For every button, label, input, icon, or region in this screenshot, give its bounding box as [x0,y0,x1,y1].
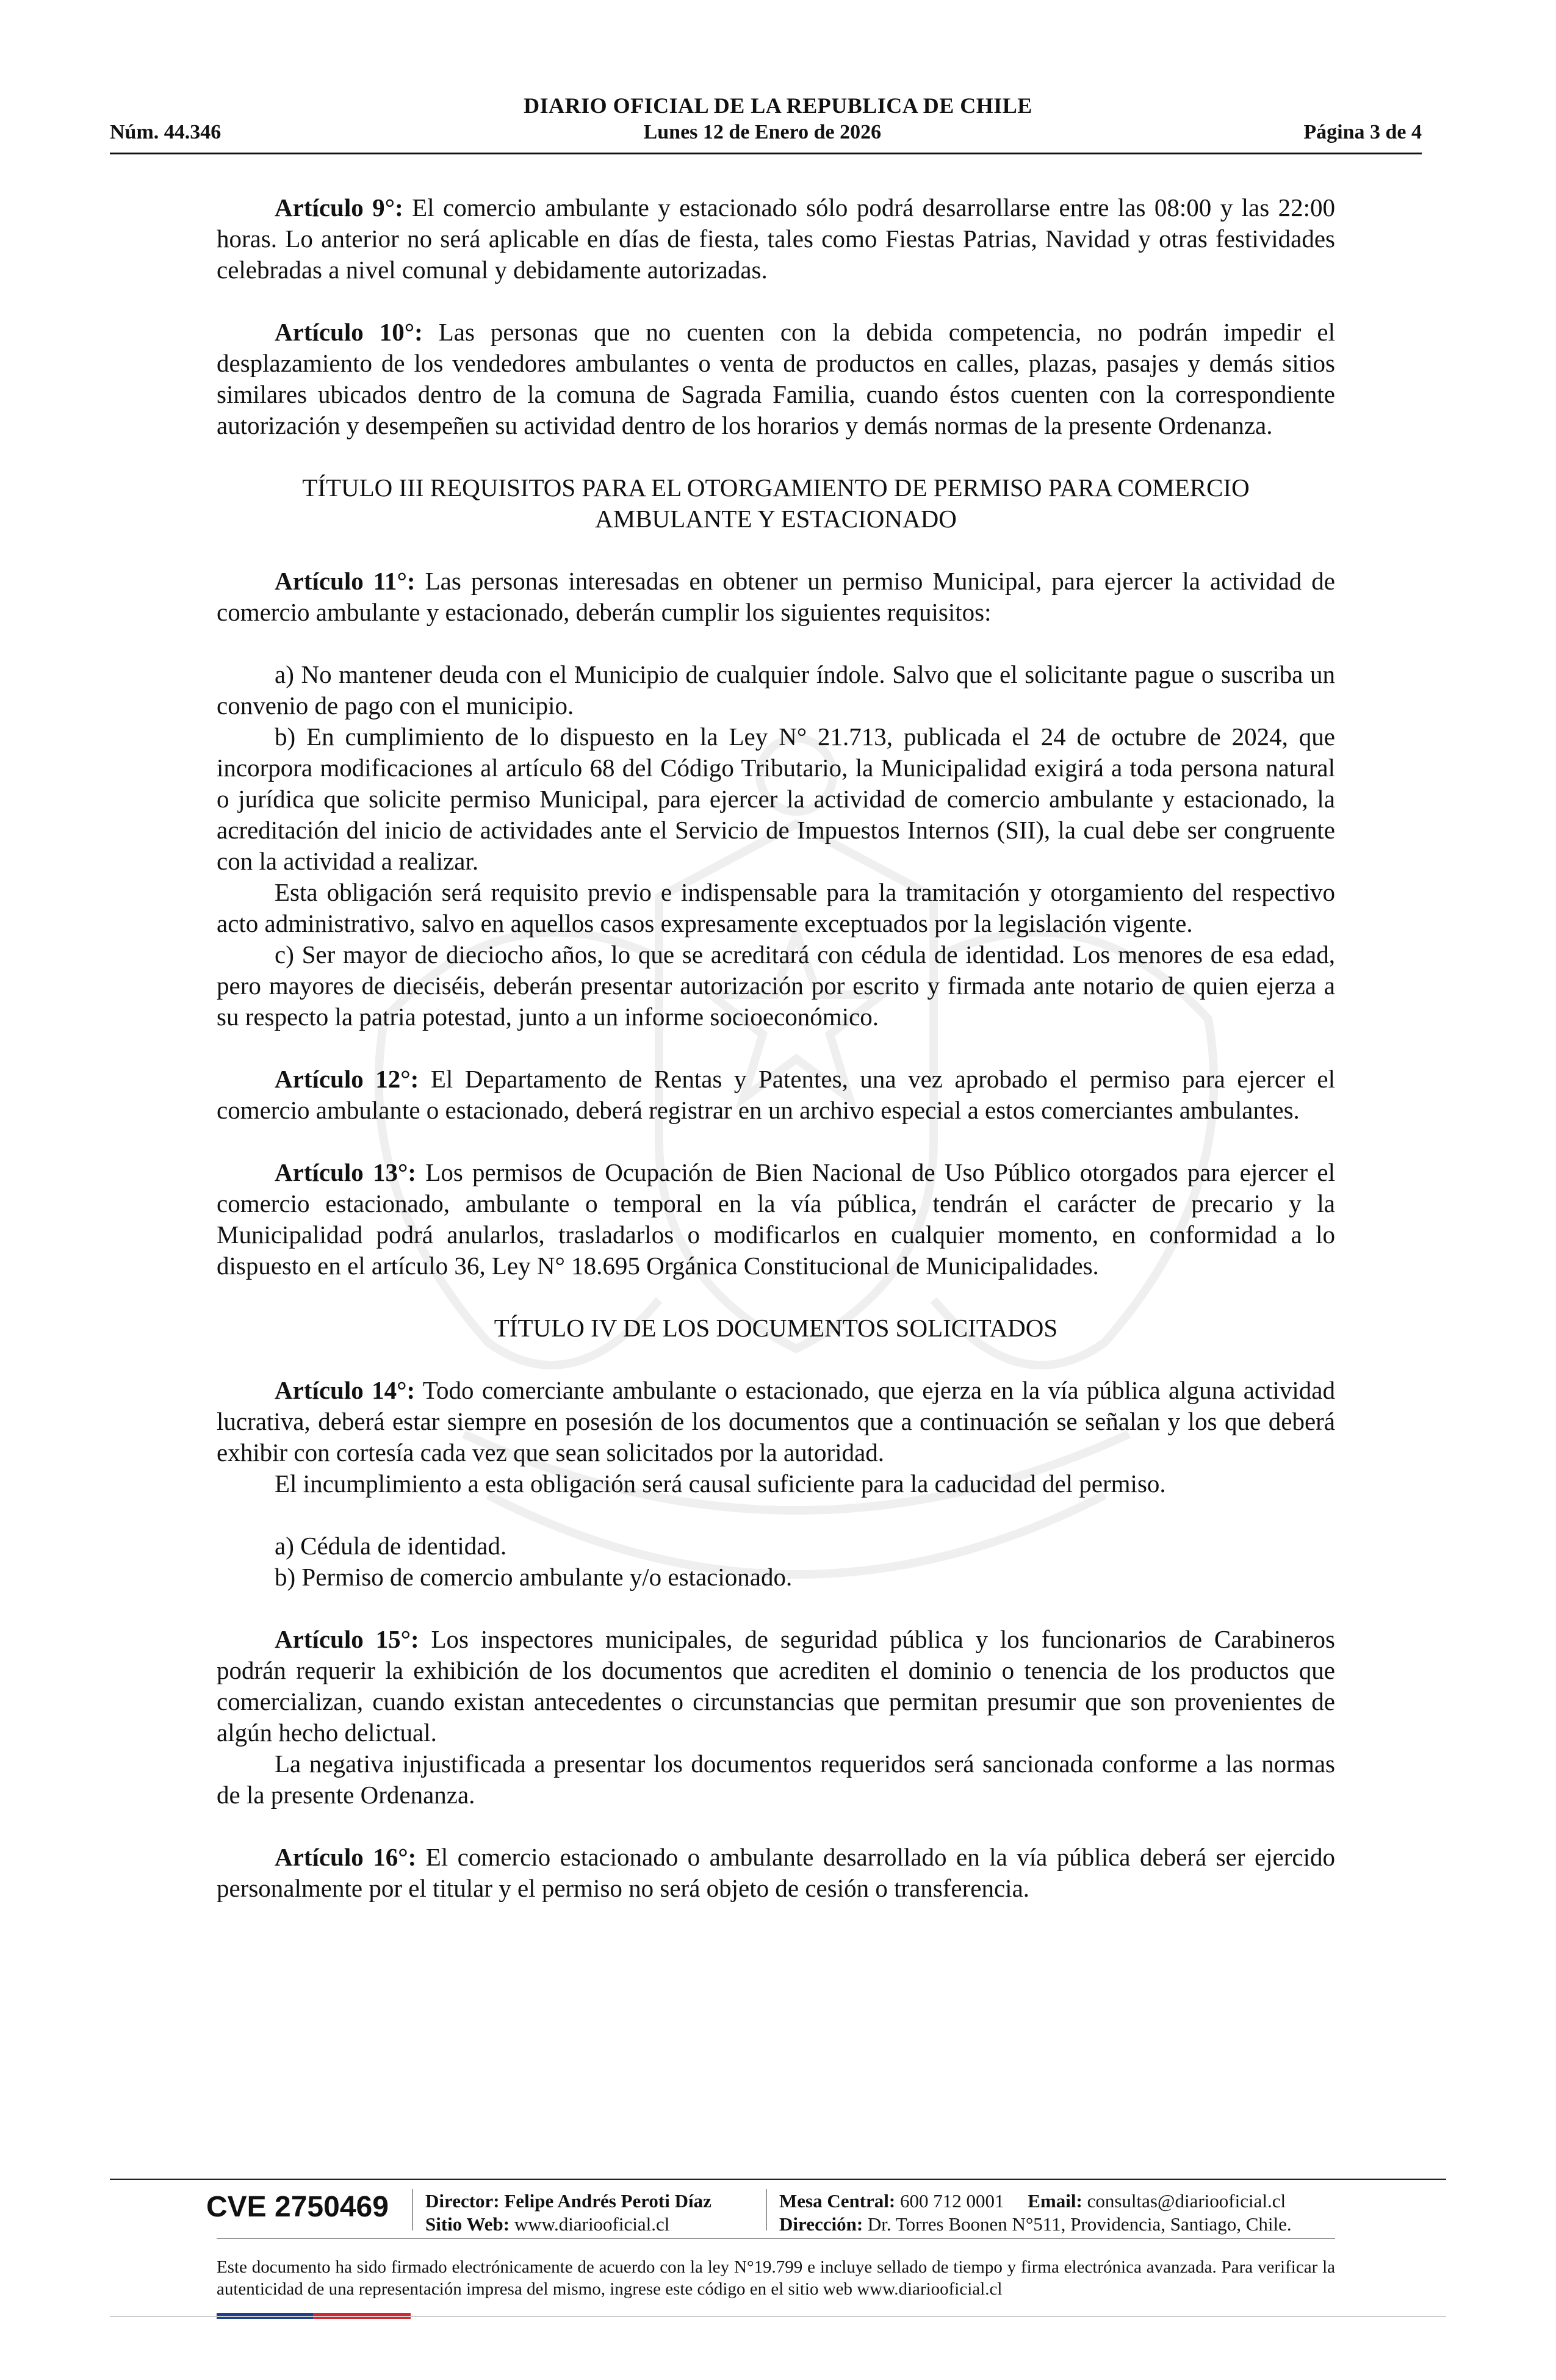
article-body [217,192,1335,1904]
article-10 [217,317,1335,441]
article-text: El Departamento de Rentas y Patentes, una vez aprobado el permiso para ejercer el comercio ambulante o estacionado, deberá registrar en un archivo especial a estos comerciantes ambulantes. [217,1065,1336,1124]
address-label: Dirección: [779,2213,863,2235]
footer-separator [412,2189,413,2230]
footer-contact-block [779,2190,1292,2236]
article-16 [217,1842,1335,1904]
website-link[interactable]: www.diariooficial.cl [510,2213,670,2235]
article-12 [217,1064,1335,1126]
article-text: Los permisos de Ocupación de Bien Nacional de Uso Público otorgados para ejercer el comercio estacionado, ambulante o temporal en la vía pública, tendrán el carácter de precario y la Municipalidad podrá anularlos, trasladarlos o modificarlos en cualquier momento, en conformidad a lo dispuesto en el artículo 36, Ley N° 18.695 Orgánica Constitucional de Municipalidades. [217,1158,1335,1280]
article-label: Artículo 9°: [275,193,403,222]
article-label: Artículo 16°: [275,1843,417,1871]
article-15 [217,1624,1335,1748]
article-text: El comercio ambulante y estacionado sólo podrá desarrollarse entre las 08:00 y las 22:00 horas. Lo anterior no será aplicable en días de fiesta, tales como Fiestas Patrias, Navidad y otras festividades celebradas a nivel comunal y debidamente autorizadas. [217,193,1335,284]
director-name: Felipe Andrés Peroti Díaz [499,2190,711,2212]
article-13 [217,1157,1335,1282]
article-text: Los inspectores municipales, de seguridad pública y los funcionarios de Carabineros podrán requerir la exhibición de los documentos que acrediten el dominio o tenencia de los productos que comercializan, cuando existan antecedentes o circunstancias que permitan presumir que son provenientes de algún hecho delictual. [217,1625,1336,1747]
article-11 [217,566,1335,628]
article-label: Artículo 14°: [275,1376,416,1404]
mesa-central-label: Mesa Central: [779,2190,896,2212]
mesa-central-phone: 600 712 0001 [895,2190,1004,2212]
footer-divider-bottom [110,2316,1446,2317]
footer-divider-middle [217,2238,1335,2239]
article-label: Artículo 10°: [275,318,423,346]
footer-director-block [425,2190,711,2236]
article-text: Todo comerciante ambulante o estacionado, que ejerza en la vía pública alguna actividad lucrativa, deberá estar siempre en posesión de los documentos que a continuación se señalan y los que deberá exhibir con cortesía cada vez que sean solicitados por la autoridad. [217,1376,1335,1466]
newspaper-title: DIARIO OFICIAL DE LA REPUBLICA DE CHILE [524,93,1032,118]
article-text: Las personas interesadas en obtener un permiso Municipal, para ejercer la actividad de comercio ambulante y estacionado, deberán cumplir los siguientes requisitos: [217,567,1336,626]
website-label: Sitio Web: [425,2213,510,2235]
article-11-item-b: b) En cumplimiento de lo dispuesto en la Ley N° 21.713, publicada el 24 de octubre de 2024, que incorpora modificaciones al artículo 68 del Código Tributario, la Municipalidad exigirá a toda persona natural o jurídica que solicite permiso Municipal, para ejercer la actividad de comercio ambulante y estacionado, la acreditación del inicio de actividades ante el Servicio de Impuestos Internos (SII), la cual debe ser congruente con la actividad a realizar. [217,723,1335,875]
article-label: Artículo 15°: [275,1625,419,1653]
issue-number: Núm. 44.346 [110,121,222,143]
footer-divider-top [110,2179,1446,2180]
email-link[interactable]: consultas@diariooficial.cl [1082,2190,1286,2212]
email-label: Email: [1028,2190,1082,2212]
director-label: Director: [425,2190,500,2212]
article-14-item-b: b) Permiso de comercio ambulante y/o estacionado. [275,1563,793,1591]
title-iii-line-2: AMBULANTE Y ESTACIONADO [595,505,957,533]
article-14-paragraph: El incumplimiento a esta obligación será causal suficiente para la caducidad del permiso. [275,1469,1166,1498]
article-text: El comercio estacionado o ambulante desarrollado en la vía pública deberá ser ejercido personalmente por el titular y el permiso no será objeto de cesión o transferencia. [217,1843,1335,1902]
electronic-signature-note: Este documento ha sido firmado electrónicamente de acuerdo con la ley N°19.799 e incluye sellado de tiempo y firma electrónica avanzada. Para verificar la autenticidad de una representación impresa del mismo, ingrese este código en el sitio web www.diariooficial.cl [217,2257,1335,2299]
article-11-item-b-paragraph: Esta obligación será requisito previo e indispensable para la tramitación y otorgamiento del respectivo acto administrativo, salvo en aquellos casos expresamente exceptuados por la legislación vigente. [217,878,1335,937]
cve-code: CVE 2750469 [206,2191,389,2223]
footer-separator [766,2189,767,2230]
article-label: Artículo 12°: [275,1065,419,1093]
header-divider [110,153,1422,154]
article-label: Artículo 11°: [275,567,416,595]
page-indicator: Página 3 de 4 [1303,121,1422,143]
article-label: Artículo 13°: [275,1158,417,1186]
article-text: Las personas que no cuenten con la debida competencia, no podrán impedir el desplazamiento de los vendedores ambulantes o venta de productos en calles, plazas, pasajes y demás sitios similares ubicados dentro de la comuna de Sagrada Familia, cuando éstos cuenten con la correspondiente autorización y desempeñen su actividad dentro de los horarios y demás normas de la presente Ordenanza. [217,318,1335,439]
article-14-item-a: a) Cédula de identidad. [275,1532,507,1560]
article-15-paragraph: La negativa injustificada a presentar los documentos requeridos será sancionada conforme a las normas de la presente Ordenanza. [217,1750,1335,1809]
article-11-item-a: a) No mantener deuda con el Municipio de cualquier índole. Salvo que el solicitante pague o suscriba un convenio de pago con el municipio. [217,660,1335,719]
address-value: Dr. Torres Boonen N°511, Providencia, Santiago, Chile. [863,2213,1292,2235]
article-14 [217,1375,1335,1468]
article-9 [217,192,1335,286]
header-row [110,121,1422,144]
article-11-item-c: c) Ser mayor de dieciocho años, lo que se acreditará con cédula de identidad. Los menores de esa edad, pero mayores de dieciséis, deberán presentar autorización por escrito y firmada ante notario de quien ejerza a su respecto la patria potestad, junto a un informe socioeconómico. [217,940,1335,1031]
title-iii-line-1: TÍTULO III REQUISITOS PARA EL OTORGAMIENTO DE PERMISO PARA COMERCIO [302,474,1250,502]
title-iv: TÍTULO IV DE LOS DOCUMENTOS SOLICITADOS [494,1314,1058,1342]
issue-date: Lunes 12 de Enero de 2026 [643,121,882,143]
